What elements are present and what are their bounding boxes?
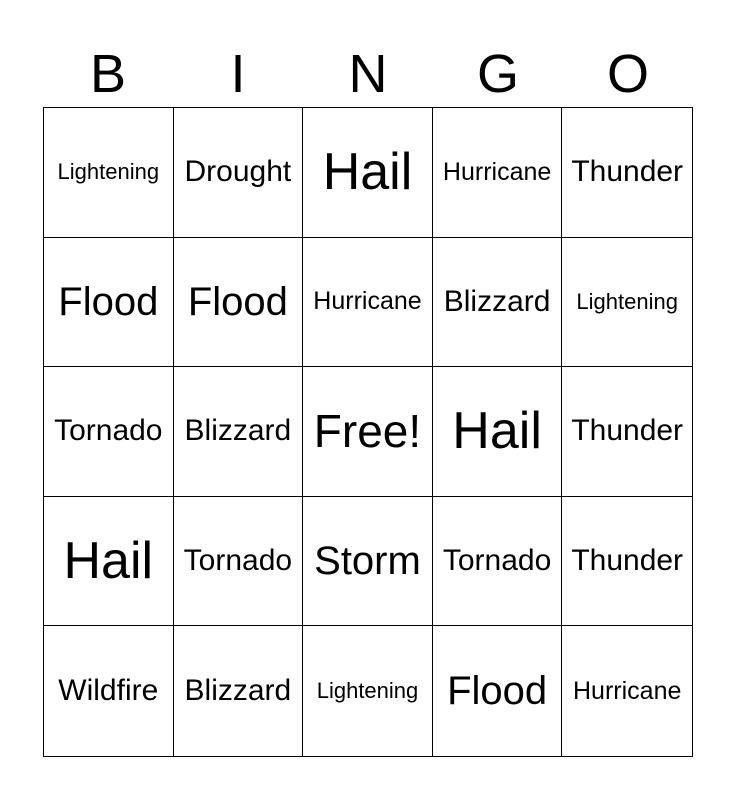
header-letter-n: N xyxy=(348,44,388,104)
bingo-cell: Hail xyxy=(303,108,433,238)
bingo-board xyxy=(43,107,693,757)
bingo-cell: Blizzard xyxy=(433,238,563,368)
bingo-cell: Tornado xyxy=(174,497,304,627)
bingo-cell: Hurricane xyxy=(303,238,433,368)
bingo-header xyxy=(43,40,693,108)
bingo-cell: Blizzard xyxy=(174,367,304,497)
bingo-cell: Wildfire xyxy=(44,626,174,756)
bingo-cell: Flood xyxy=(44,238,174,368)
bingo-cell: Hail xyxy=(44,497,174,627)
bingo-cell: Storm xyxy=(303,497,433,627)
bingo-cell: Tornado xyxy=(433,497,563,627)
bingo-free-space: Free! xyxy=(303,367,433,497)
bingo-cell: Drought xyxy=(174,108,304,238)
bingo-cell: Flood xyxy=(174,238,304,368)
bingo-cell: Hail xyxy=(433,367,563,497)
bingo-cell: Hurricane xyxy=(573,676,682,705)
bingo-cell: Hurricane xyxy=(433,108,563,238)
bingo-cell: Flood xyxy=(433,626,563,756)
bingo-cell: Thunder xyxy=(562,108,692,238)
bingo-cell: Thunder xyxy=(562,497,692,627)
header-letter-o: O xyxy=(606,44,649,104)
bingo-cell: Lightening xyxy=(562,238,692,368)
bingo-cell: Lightening xyxy=(44,108,174,238)
bingo-cell: Lightening xyxy=(303,626,433,756)
bingo-cell: Tornado xyxy=(44,367,174,497)
header-letter-b: B xyxy=(89,44,127,104)
header-letter-g: G xyxy=(476,44,519,104)
header-letter-i: I xyxy=(230,44,246,104)
bingo-cell: Thunder xyxy=(562,367,692,497)
bingo-cell: Blizzard xyxy=(174,626,304,756)
